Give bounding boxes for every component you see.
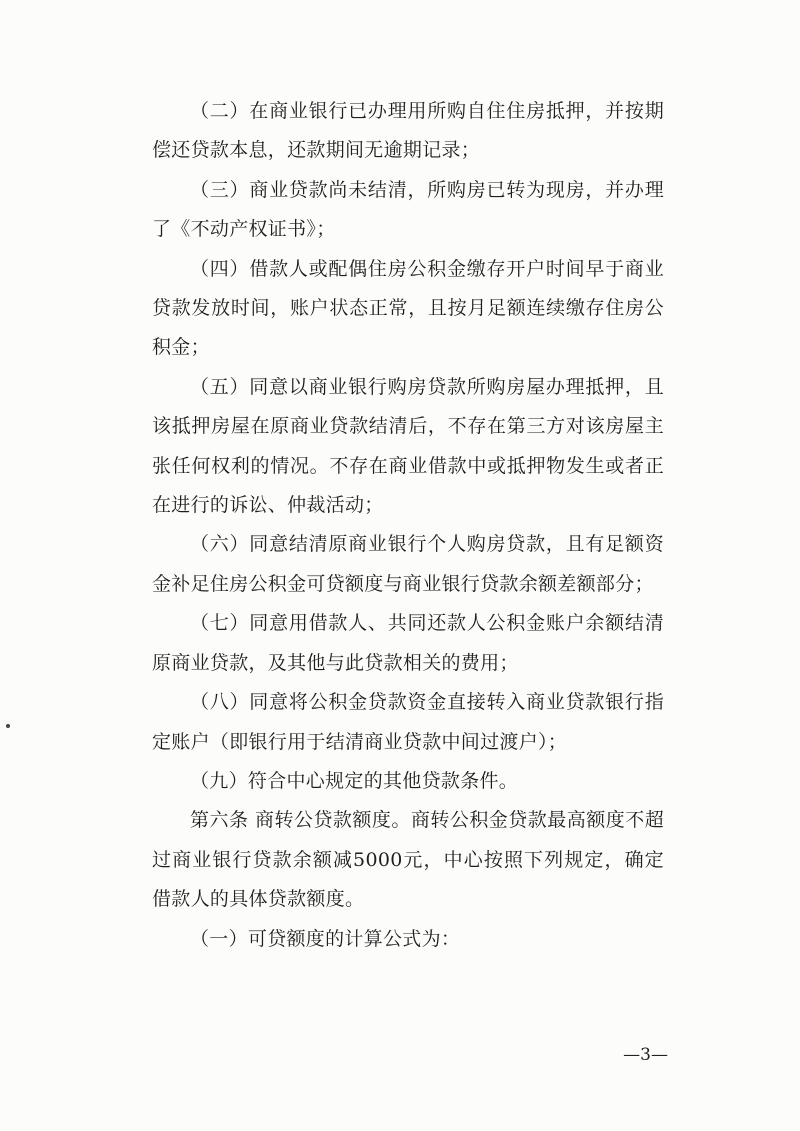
clause-2: （二）在商业银行已办理用所购自住住房抵押，并按期偿还贷款本息，还款期间无逾期记录； (152, 100, 664, 162)
page-number: —3— (623, 1045, 668, 1065)
clause-5: （五）同意以商业银行购房贷款所购房屋办理抵押，且该抵押房屋在原商业贷款结清后，不存在第三方对该房屋主张任何权利的情况。不存在商业借款中或抵押物发生或者正在进行的诉讼、仲裁活动； (152, 375, 664, 517)
clause-7: （七）同意用借款人、共同还款人公积金账户余额结清原商业贷款，及其他与此贷款相关的费用； (152, 612, 664, 674)
clause-8: （八）同意将公积金贷款资金直接转入商业贷款银行指定账户（即银行用于结清商业贷款中间过渡户）； (152, 691, 664, 753)
clause-4: （四）借款人或配偶住房公积金缴存开户时间早于商业贷款发放时间，账户状态正常，且按月足额连续缴存住房公积金； (152, 257, 664, 359)
formula-heading: （一）可贷额度的计算公式为： (190, 927, 461, 950)
article-6: 第六条 商转公贷款额度。商转公积金贷款最高额度不超过商业银行贷款余额减5000元，中心按照下列规定，确定借款人的具体贷款额度。 (152, 809, 664, 911)
scan-artifact-dot (6, 724, 10, 728)
clause-3: （三）商业贷款尚未结清，所购房已转为现房，并办理了《不动产权证书》； (152, 178, 664, 241)
document-body (152, 92, 664, 959)
clause-9: （九）符合中心规定的其他贷款条件。 (190, 769, 519, 792)
clause-6: （六）同意结清原商业银行个人购房贷款，且有足额资金补足住房公积金可贷额度与商业银行贷款余额差额部分； (152, 533, 664, 595)
